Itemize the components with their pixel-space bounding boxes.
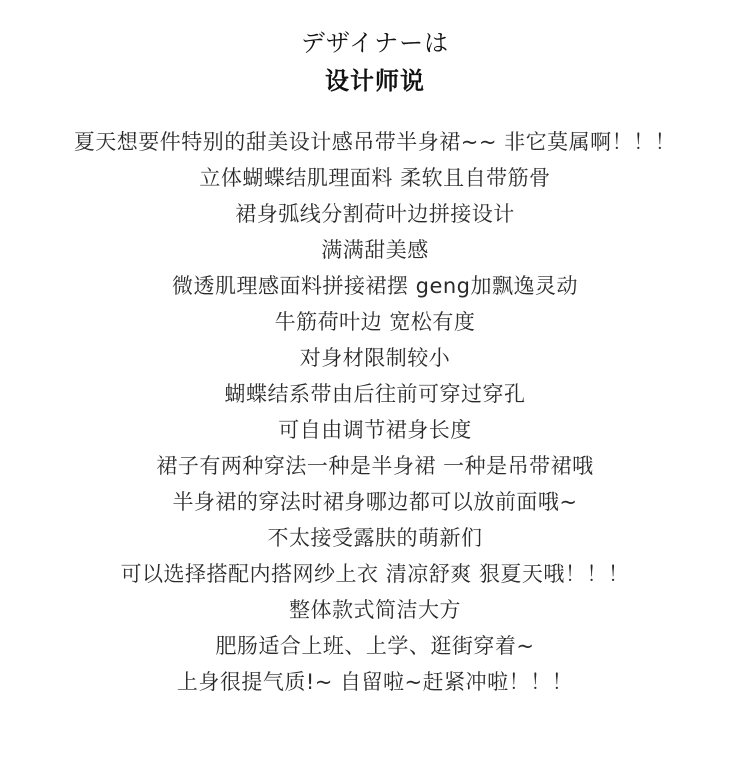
description-line: 半身裙的穿法时裙身哪边都可以放前面哦~ (172, 490, 578, 514)
description-line: 牛筋荷叶边 宽松有度 (274, 310, 476, 334)
header (0, 26, 750, 98)
description-line: 对身材限制较小 (299, 346, 451, 370)
description-line: 夏天想要件特别的甜美设计感吊带半身裙~~ 非它莫属啊！！！ (73, 130, 677, 154)
description-line: 可以选择搭配内搭网纱上衣 清凉舒爽 狠夏天哦！！！ (120, 562, 630, 586)
description-line: 微透肌理感面料拼接裙摆 geng加飘逸灵动 (171, 274, 579, 298)
description-line: 可自由调节裙身长度 (278, 418, 472, 442)
description-line: 肥肠适合上班、上学、逛街穿着~ (215, 634, 535, 658)
description-line: 上身很提气质!~ 自留啦~赶紧冲啦！！！ (176, 670, 574, 694)
description-line: 整体款式简洁大方 (289, 598, 461, 622)
description-line: 不太接受露肤的萌新们 (267, 526, 483, 550)
description-line: 裙身弧线分割荷叶边拼接设计 (235, 202, 515, 226)
description-line: 蝴蝶结系带由后往前可穿过穿孔 (224, 382, 526, 406)
page-title: デザイナーは (300, 29, 450, 57)
description-text (0, 124, 750, 700)
description-line: 立体蝴蝶结肌理面料 柔软且自带筋骨 (199, 166, 551, 190)
description-line: 裙子有两种穿法一种是半身裙 一种是吊带裙哦 (156, 454, 594, 478)
page-subtitle: 设计师说 (325, 67, 425, 95)
description-line: 满满甜美感 (321, 238, 429, 262)
